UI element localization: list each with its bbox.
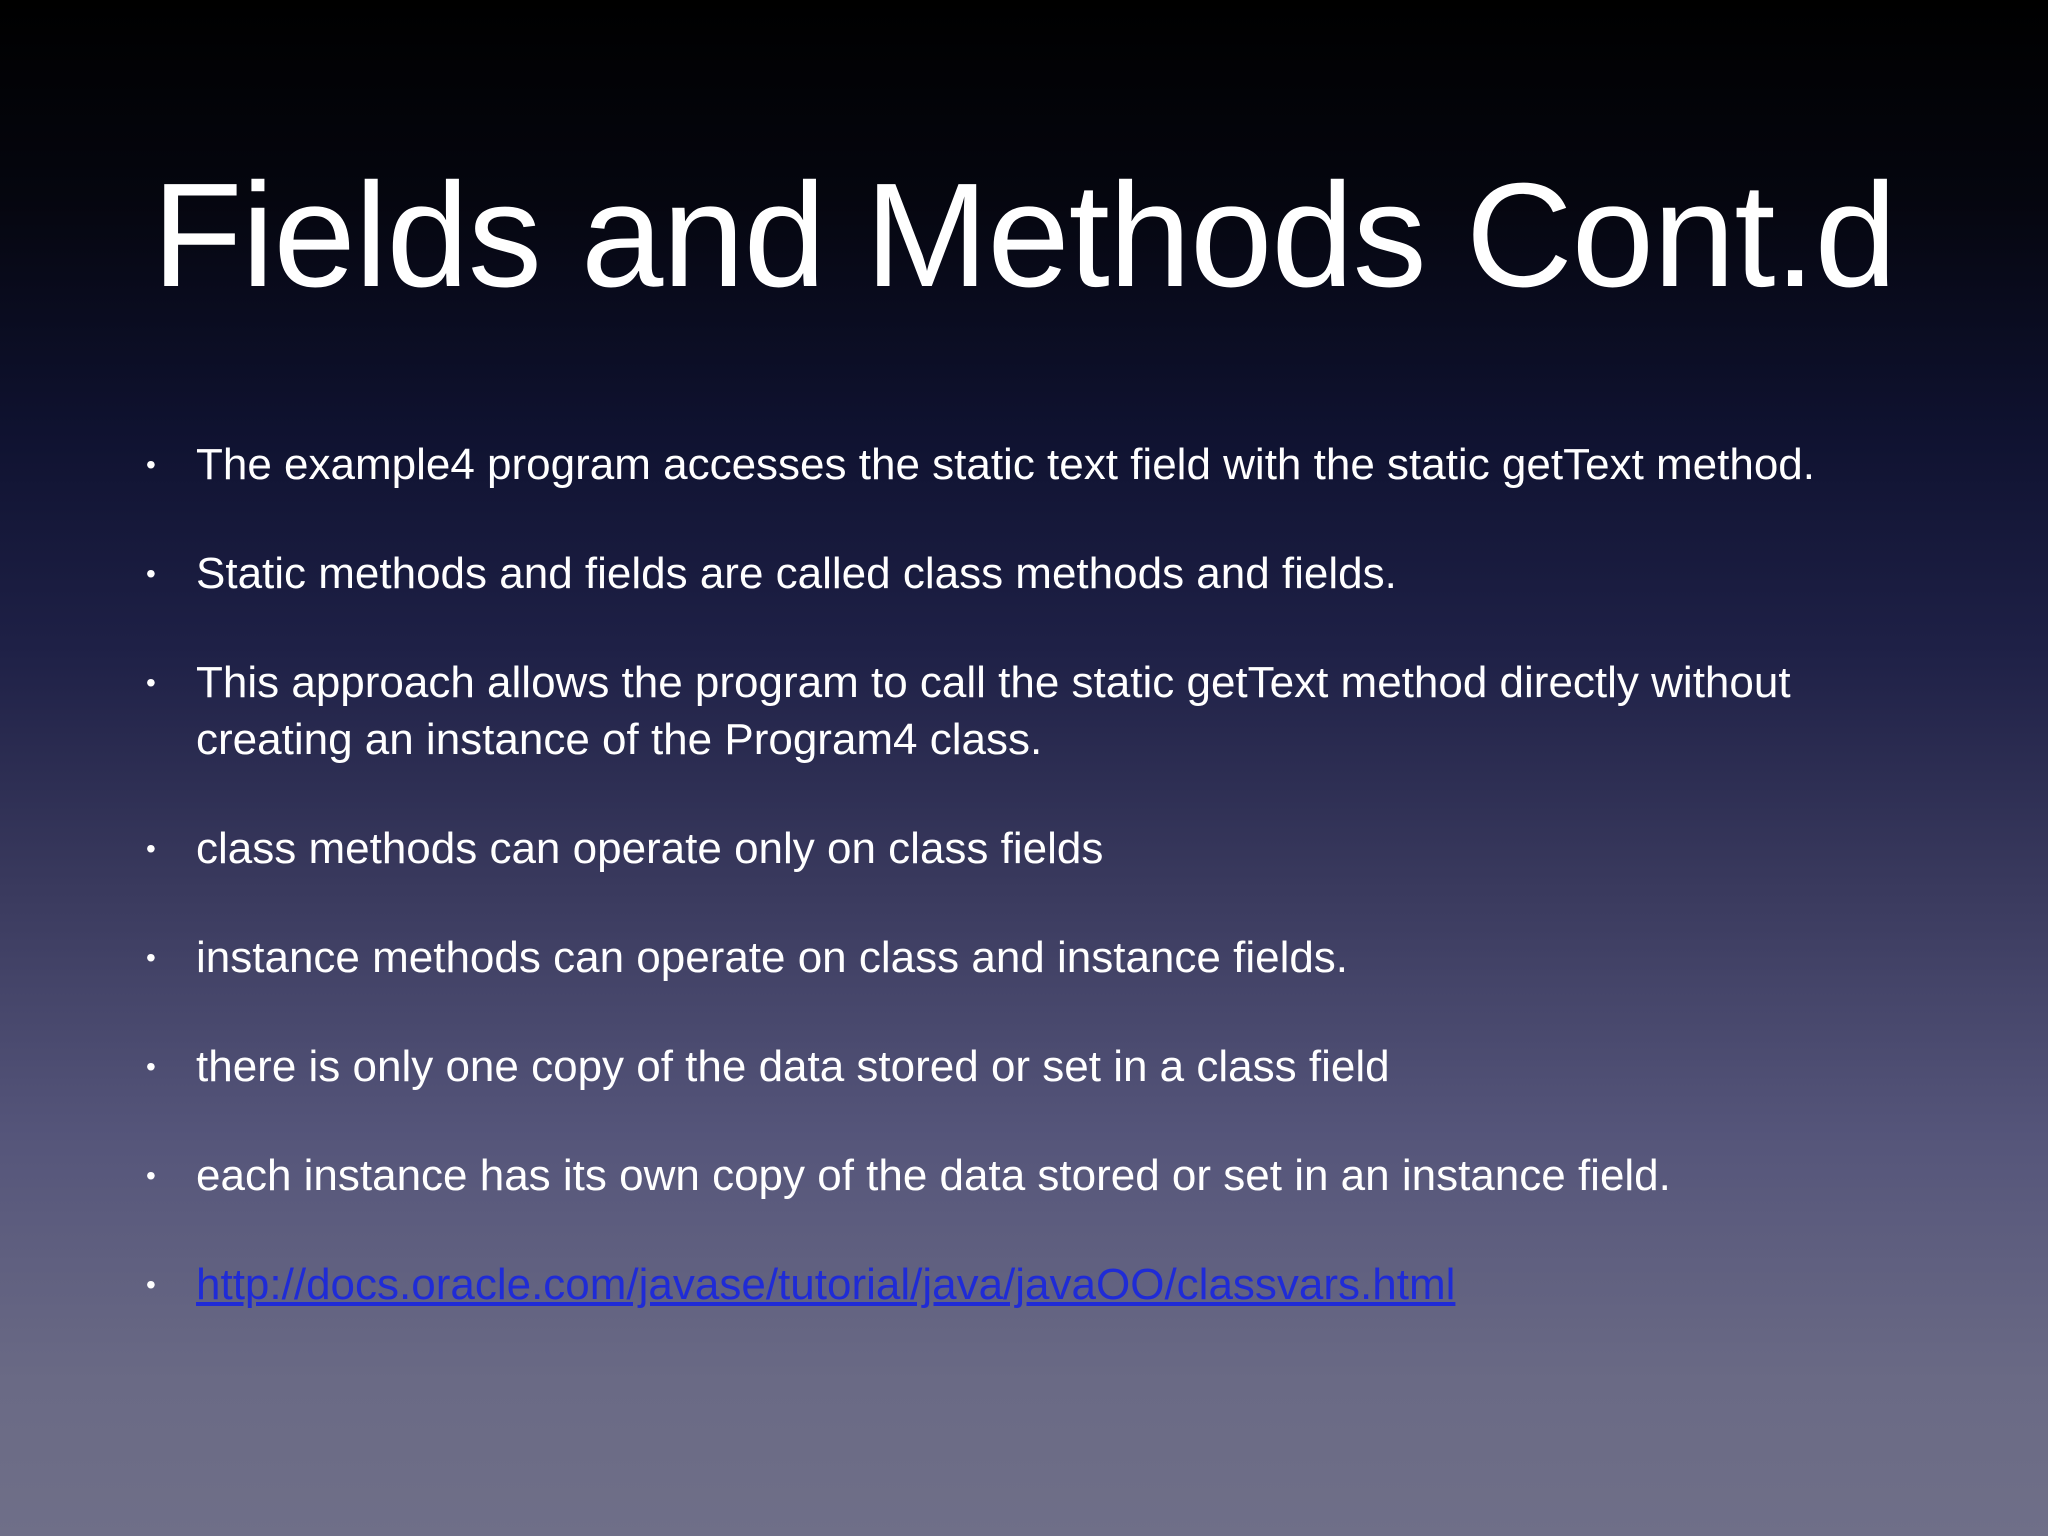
bullet-item — [146, 820, 1926, 877]
bullet-text: class methods can operate only on class fields — [196, 824, 1104, 873]
reference-link[interactable]: http://docs.oracle.com/javase/tutorial/java/javaOO/classvars.html — [196, 1260, 1456, 1309]
bullet-list — [146, 436, 1926, 1365]
bullet-text: each instance has its own copy of the data stored or set in an instance field. — [196, 1151, 1671, 1200]
bullet-item — [146, 436, 1926, 493]
bullet-text: The example4 program accesses the static text field with the static getText method. — [196, 440, 1815, 489]
bullet-item — [146, 654, 1926, 768]
bullet-text: instance methods can operate on class and instance fields. — [196, 933, 1349, 982]
bullet-icon: • — [146, 942, 156, 973]
bullet-item — [146, 1147, 1926, 1204]
bullet-icon: • — [146, 1051, 156, 1082]
bullet-item-link — [146, 1256, 1926, 1313]
bullet-text: Static methods and fields are called class methods and fields. — [196, 549, 1397, 598]
bullet-item — [146, 929, 1926, 986]
bullet-icon: • — [146, 449, 156, 480]
bullet-icon: • — [146, 833, 156, 864]
bullet-text: there is only one copy of the data stored or set in a class field — [196, 1042, 1390, 1091]
bullet-icon: • — [146, 1269, 156, 1300]
bullet-icon: • — [146, 667, 156, 698]
bullet-icon: • — [146, 1160, 156, 1191]
bullet-text: This approach allows the program to call the static getText method directly without creating an instance of the Program4 class. — [196, 658, 1791, 764]
bullet-item — [146, 545, 1926, 602]
bullet-icon: • — [146, 558, 156, 589]
bullet-item — [146, 1038, 1926, 1095]
slide-title: Fields and Methods Cont.d — [152, 153, 1896, 318]
